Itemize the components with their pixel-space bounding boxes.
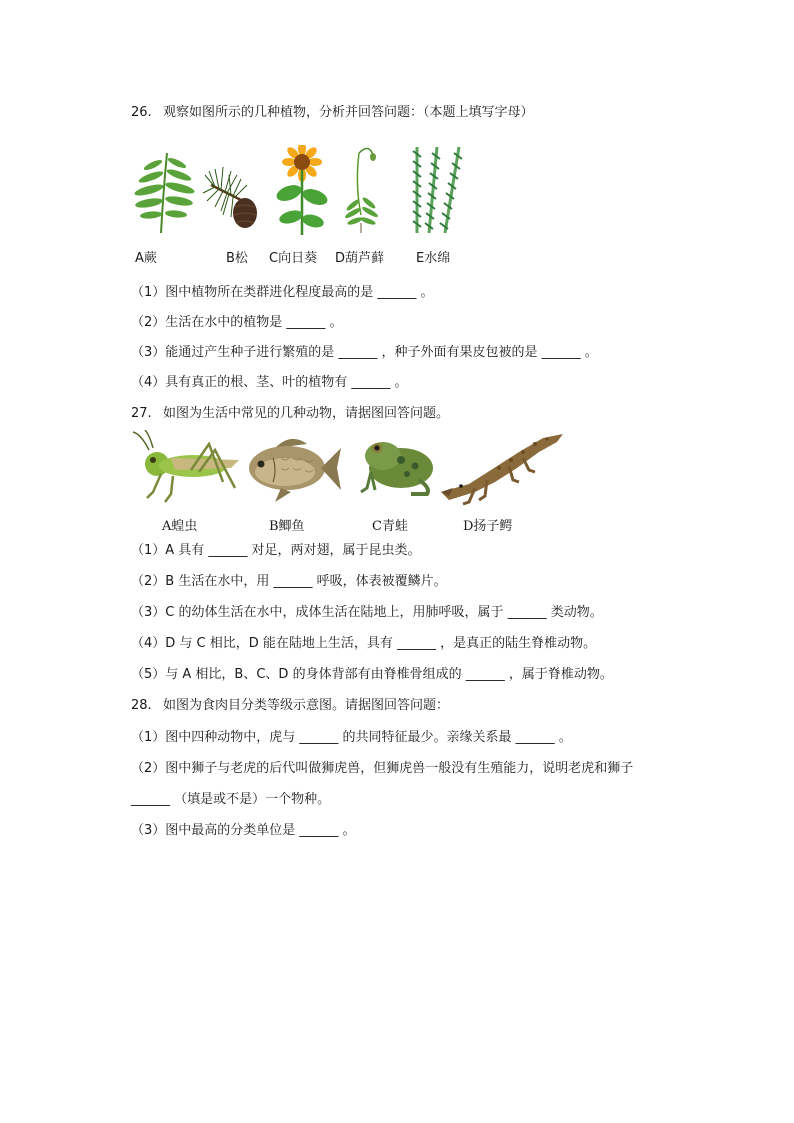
caption-alligator: D扬子鳄 — [463, 519, 513, 534]
q26-item-4: （4）具有真正的根、茎、叶的植物有 ______ 。 — [131, 375, 408, 390]
frog-icon — [357, 430, 437, 500]
grasshopper-icon — [131, 430, 241, 508]
pine-icon — [201, 145, 265, 235]
caption-fern: A蕨 — [135, 251, 157, 266]
spirogyra-icon — [407, 145, 473, 235]
q27-item-1: （1）A 具有 ______ 对足，两对翅，属于昆虫类。 — [131, 543, 421, 558]
q26-stem — [131, 104, 534, 122]
q26-item-2: （2）生活在水中的植物是 ______ 。 — [131, 315, 343, 330]
q27-number: 27. — [131, 406, 152, 421]
caption-spirogyra: E水绵 — [416, 251, 451, 266]
q26-number: 26. — [131, 105, 152, 120]
q28-stem — [131, 697, 449, 715]
caption-crucian-carp: B鲫鱼 — [269, 519, 305, 534]
q26-captions — [131, 247, 731, 265]
q27-item-2: （2）B 生活在水中，用 ______ 呼吸，体表被覆鳞片。 — [131, 574, 447, 589]
q26-plant-images — [131, 145, 491, 235]
caption-pine: B松 — [226, 251, 248, 266]
caption-sunflower: C向日葵 — [269, 251, 318, 266]
q28-number: 28. — [131, 698, 152, 713]
q27-item-4: （4）D 与 C 相比，D 能在陆地上生活，具有 ______ ，是真正的陆生脊椎动物。 — [131, 636, 597, 651]
crucian-carp-icon — [245, 430, 341, 508]
q28-item-2-continued: ______ （填是或不是）一个物种。 — [131, 792, 331, 807]
q27-item-5: （5）与 A 相比，B、C、D 的身体背部有由脊椎骨组成的 ______ ，属于脊椎动物。 — [131, 667, 613, 682]
q27-item-3: （3）C 的幼体生活在水中，成体生活在陆地上，用肺呼吸，属于 ______ 类动物。 — [131, 605, 603, 620]
q28-item-2: （2）图中狮子与老虎的后代叫做狮虎兽，但狮虎兽一般没有生殖能力，说明老虎和狮子 — [131, 761, 634, 776]
moss-icon — [343, 145, 383, 235]
caption-frog: C青蛙 — [372, 519, 408, 534]
q27-animal-images — [131, 430, 571, 510]
q28-stem-text: 如图为食肉目分类等级示意图。请据图回答问题： — [163, 698, 450, 713]
alligator-icon — [439, 430, 565, 506]
caption-moss: D葫芦藓 — [335, 251, 385, 266]
q27-captions — [131, 515, 731, 533]
sunflower-icon — [273, 145, 331, 235]
q27-stem — [131, 405, 449, 423]
q27-stem-text: 如图为生活中常见的几种动物，请据图回答问题。 — [163, 406, 450, 421]
q26-item-3: （3）能通过产生种子进行繁殖的是 ______ ，种子外面有果皮包被的是 ______ 。 — [131, 345, 598, 360]
fern-icon — [131, 145, 195, 235]
q28-item-3: （3）图中最高的分类单位是 ______ 。 — [131, 823, 356, 838]
q28-item-1: （1）图中四种动物中，虎与 ______ 的共同特征最少。亲缘关系最 ______ 。 — [131, 730, 572, 745]
caption-grasshopper: A蝗虫 — [162, 519, 198, 534]
q26-item-1: （1）图中植物所在类群进化程度最高的是 ______ 。 — [131, 285, 434, 300]
q26-stem-text: 观察如图所示的几种植物，分析并回答问题：（本题上填写字母） — [163, 105, 534, 120]
